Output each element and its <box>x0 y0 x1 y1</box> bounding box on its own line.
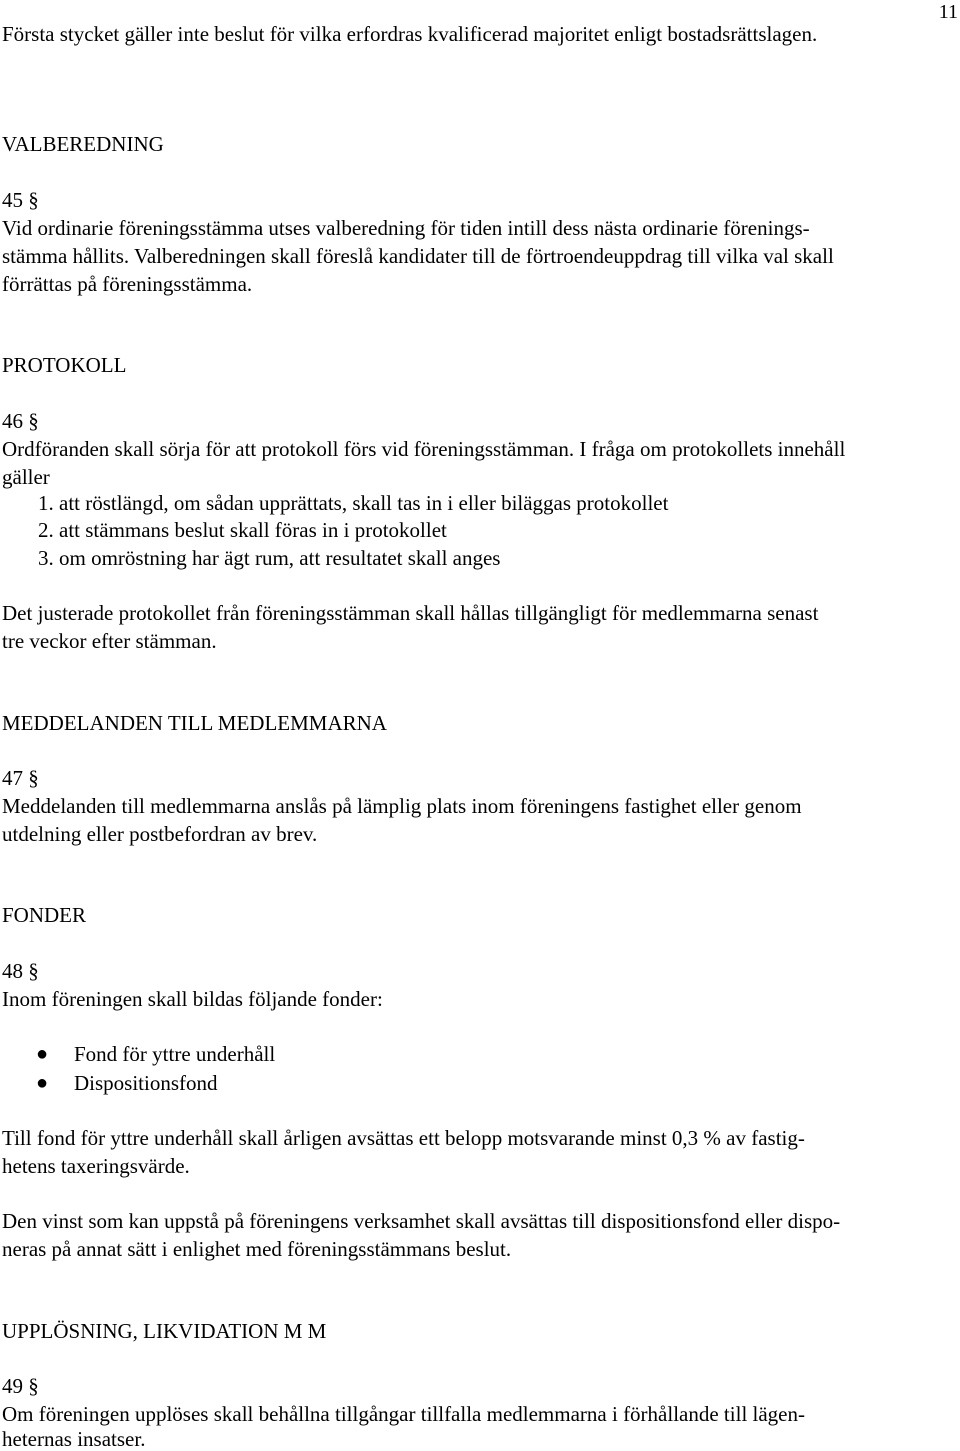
valberedning-line-2: stämma hållits. Valberedningen skall föreslå kandidater till de förtroendeuppdrag till vilka val skall <box>2 244 834 268</box>
section-heading-upplosning: UPPLÖSNING, LIKVIDATION M M <box>2 1319 327 1343</box>
intro-paragraph: Första stycket gäller inte beslut för vilka erfordras kvalificerad majoritet enligt bostadsrättslagen. <box>2 22 818 46</box>
paragraph-number-46: 46 § <box>2 409 39 433</box>
protokoll-list-item-1: 1. att röstlängd, om sådan upprättats, skall tas in i eller biläggas protokollet <box>38 491 669 515</box>
paragraph-number-48: 48 § <box>2 959 39 983</box>
protokoll-after-line-2: tre veckor efter stämman. <box>2 629 217 653</box>
meddelanden-line-2: utdelning eller postbefordran av brev. <box>2 822 318 846</box>
valberedning-line-1: Vid ordinarie föreningsstämma utses valberedning för tiden intill dess nästa ordinarie förenings- <box>2 216 810 240</box>
section-heading-valberedning: VALBEREDNING <box>2 132 164 156</box>
paragraph-number-49: 49 § <box>2 1374 39 1398</box>
protokoll-line-1: Ordföranden skall sörja för att protokoll förs vid föreningsstämman. I fråga om protokollets innehåll <box>2 437 846 461</box>
protokoll-line-2: gäller <box>2 465 50 489</box>
paragraph-number-45: 45 § <box>2 188 39 212</box>
paragraph-number-47: 47 § <box>2 766 39 790</box>
bullet-icon: ● <box>36 1043 49 1065</box>
fonder-bullet-item-2: Dispositionsfond <box>74 1071 218 1095</box>
fonder-para3-line-2: neras på annat sätt i enlighet med föreningsstämmans beslut. <box>2 1237 512 1261</box>
fonder-para2-line-2: hetens taxeringsvärde. <box>2 1154 190 1178</box>
upplosning-line-1: Om föreningen upplöses skall behållna tillgångar tillfalla medlemmarna i förhållande till lägen- <box>2 1402 805 1426</box>
bullet-icon: ● <box>36 1072 49 1094</box>
fonder-line-1: Inom föreningen skall bildas följande fonder: <box>2 987 383 1011</box>
valberedning-line-3: förrättas på föreningsstämma. <box>2 272 253 296</box>
protokoll-list-item-2: 2. att stämmans beslut skall föras in i protokollet <box>38 518 447 542</box>
section-heading-fonder: FONDER <box>2 903 87 927</box>
page-number: 11 <box>938 1 958 23</box>
fonder-bullet-item-1: Fond för yttre underhåll <box>74 1042 276 1066</box>
upplosning-line-2: heternas insatser. <box>2 1427 146 1451</box>
section-heading-protokoll: PROTOKOLL <box>2 353 127 377</box>
section-heading-meddelanden: MEDDELANDEN TILL MEDLEMMARNA <box>2 711 387 735</box>
fonder-para3-line-1: Den vinst som kan uppstå på föreningens verksamhet skall avsättas till dispositionsfond eller dispo- <box>2 1209 841 1233</box>
protokoll-after-line-1: Det justerade protokollet från föreningsstämman skall hållas tillgängligt för medlemmarna senast <box>2 601 819 625</box>
fonder-para2-line-1: Till fond för yttre underhåll skall årligen avsättas ett belopp motsvarande minst 0,3 % av fastig- <box>2 1126 805 1150</box>
protokoll-list-item-3: 3. om omröstning har ägt rum, att resultatet skall anges <box>38 546 501 570</box>
meddelanden-line-1: Meddelanden till medlemmarna anslås på lämplig plats inom föreningens fastighet eller genom <box>2 794 802 818</box>
